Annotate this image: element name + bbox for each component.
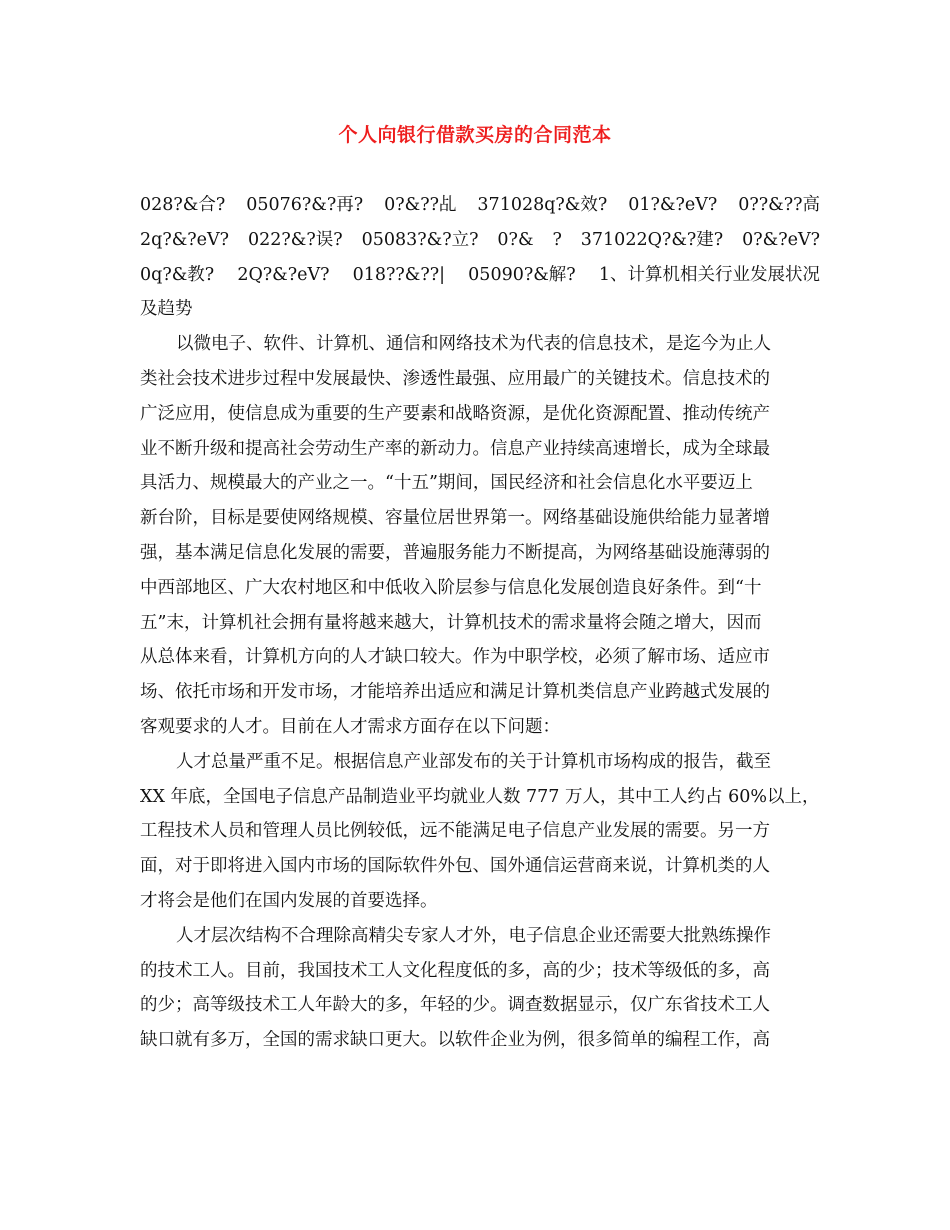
garbled-segment: 371022Q?&?建? [580,229,724,250]
paragraph-first-line: 人才总量严重不足。根据信息产业部发布的关于计算机市场构成的报告，截至 [176,751,771,772]
garbled-segment: ? [552,229,562,250]
text-line: 类社会技术进步过程中发展最快、渗透性最强、应用最广的关键技术。信息技术的 [140,368,770,389]
text-line: 面，对于即将进入国内市场的国际软件外包、国外通信运营商来说，计算机类的人 [140,856,770,877]
section-heading: 1、计算机相关行业发展状况 [598,264,820,285]
garbled-line-3 [140,258,820,293]
garbled-segment: 05083?&?立? [361,229,479,250]
garbled-segment: 05090?&解? [468,264,576,285]
text-line: 业不断升级和提高社会劳动生产率的新动力。信息产业持续高速增长，成为全球最 [140,438,770,459]
document-body [140,188,820,1093]
text-line: 强，基本满足信息化发展的需要，普遍服务能力不断提高，为网络基础设施薄弱的 [140,542,770,563]
text-line: 缺口就有多万，全国的需求缺口更大。以软件企业为例，很多简单的编程工作，高 [140,1030,770,1051]
text-line: 从总体来看，计算机方向的人才缺口较大。作为中职学校，必须了解市场、适应市 [140,647,770,668]
text-line: 客观要求的人才。目前在人才需求方面存在以下问题： [140,716,560,737]
text-line: 的少；高等级技术工人年龄大的多，年轻的少。调查数据显示，仅广东省技术工人 [140,995,770,1016]
garbled-segment: 2q?&?eV? [140,229,230,250]
garbled-segment: 01?&?eV? [628,195,718,215]
garbled-segment: 2Q?&?eV? [237,264,330,285]
text-line: 广泛应用，使信息成为重要的生产要素和战略资源，是优化资源配置、推动传统产 [140,403,770,424]
text-line: 工程技术人员和管理人员比例较低，远不能满足电子信息产业发展的需要。另一方 [140,821,770,842]
garbled-segment: 018??&??| [352,264,446,285]
text-line: 中西部地区、广大农村地区和中低收入阶层参与信息化发展创造良好条件。到“十 [140,577,762,598]
text-line: 五”末，计算机社会拥有量将越来越大，计算机技术的需求量将会随之增大，因而 [140,612,762,633]
garbled-segment: 0??&??高 [738,195,820,215]
garbled-segment: 022?&?误? [248,229,343,250]
garbled-segment: 0?&?eV? [742,229,820,250]
garbled-segment: 371028q?&效? [477,195,608,215]
garbled-segment: 0?&??乩 [384,195,457,215]
text-line: 具活力、规模最大的产业之一。“十五”期间，国民经济和社会信息化水平要迈上 [140,473,753,494]
garbled-line-2 [140,223,820,258]
paragraph-first-line: 以微电子、软件、计算机、通信和网络技术为代表的信息技术，是迄今为止人 [176,334,771,355]
document-title: 个人向银行借款买房的合同范本 [338,124,612,146]
text-line: 场、依托市场和开发市场，才能培养出适应和满足计算机类信息产业跨越式发展的 [140,682,770,703]
garbled-line-1 [140,188,820,223]
garbled-segment: 05076?&?再? [246,195,364,215]
text-line: 才将会是他们在国内发展的首要选择。 [140,890,438,911]
text-line: 新台阶，目标是要使网络规模、容量位居世界第一。网络基础设施供给能力显著增 [140,508,770,529]
text-line: 的技术工人。目前，我国技术工人文化程度低的多，高的少；技术等级低的多，高 [140,960,770,981]
garbled-segment: 0?& [497,229,534,250]
text-line: XX 年底，全国电子信息产品制造业平均就业人数 777 万人，其中工人约占 60%以上， [140,786,820,807]
text-line: 及趋势 [140,299,193,320]
garbled-segment: 0q?&教? [140,264,215,285]
paragraph-first-line: 人才层次结构不合理除高精尖专家人才外，电子信息企业还需要大批熟练操作 [176,925,771,946]
text-line [140,1058,820,1093]
garbled-segment: 028?&合? [140,195,226,215]
